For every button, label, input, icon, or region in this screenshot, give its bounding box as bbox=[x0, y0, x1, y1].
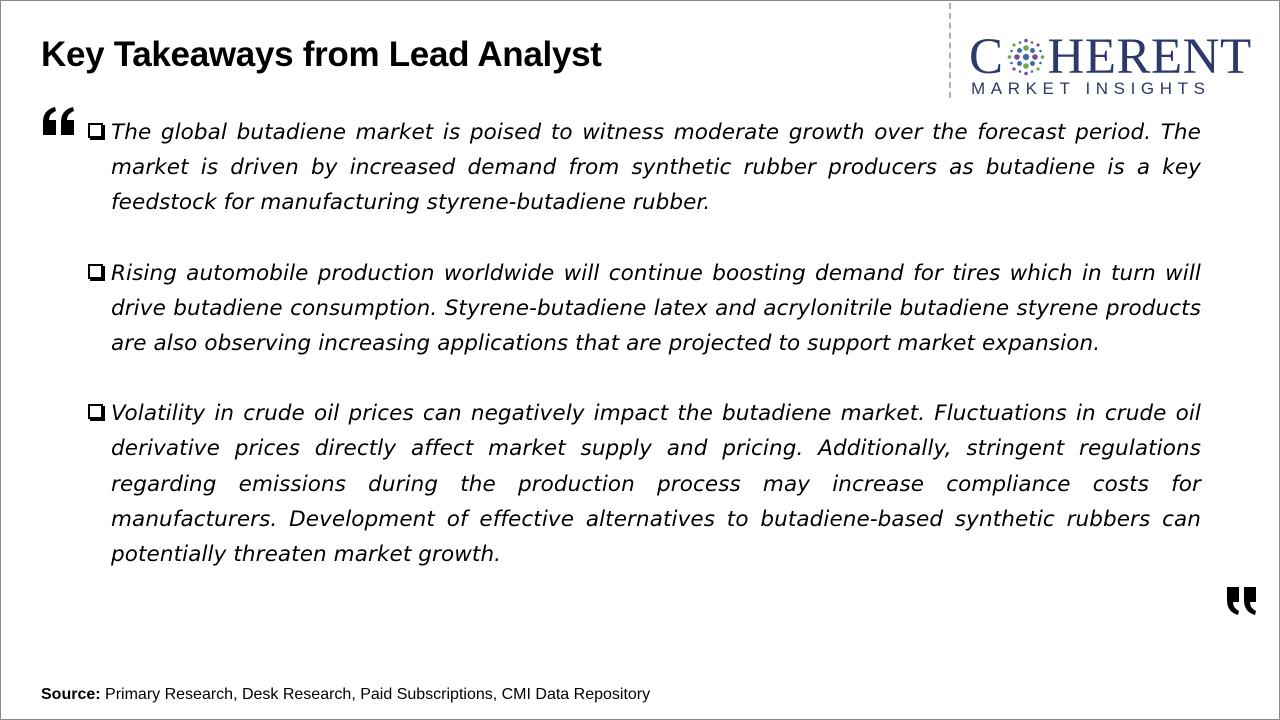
company-logo bbox=[969, 31, 1264, 101]
logo-subtitle: MARKET INSIGHTS bbox=[971, 79, 1211, 98]
globe-icon bbox=[1005, 36, 1047, 78]
takeaway-item bbox=[87, 256, 1201, 362]
close-quote-icon bbox=[1225, 585, 1259, 617]
page-title: Key Takeaways from Lead Analyst bbox=[41, 35, 602, 74]
source-note bbox=[41, 686, 650, 704]
checkbox-square-icon bbox=[88, 404, 103, 419]
takeaway-item bbox=[87, 115, 1201, 221]
logo-word-right: HERENT bbox=[1047, 29, 1252, 85]
takeaway-text: Rising automobile production worldwide will continue boosting demand for tires which in turn will drive butadiene consumption. Styrene-butadiene latex and acrylonitrile butadiene styrene products are also observing increasing applications that are projected to support market expansion. bbox=[111, 260, 1201, 357]
takeaway-text: Volatility in crude oil prices can negatively impact the butadiene market. Fluctuations in crude oil derivative prices directly affect market supply and pricing. Additionally, stringent regulations regarding emissions during the production process may increase compliance costs for manufacturers. Development of effective alternatives to butadiene-based synthetic rubbers can potentially threaten market growth. bbox=[111, 401, 1201, 568]
open-quote-icon bbox=[41, 105, 77, 137]
source-text: Primary Research, Desk Research, Paid Subscriptions, CMI Data Repository bbox=[105, 686, 651, 703]
header-divider bbox=[949, 3, 951, 98]
logo-word-left: C bbox=[969, 29, 1004, 85]
takeaways-list bbox=[87, 115, 1201, 607]
takeaway-text: The global butadiene market is poised to witness moderate growth over the forecast period. The market is driven by increased demand from synthetic rubber producers as butadiene is a key feedstock for manufacturing styrene-butadiene rubber. bbox=[111, 120, 1201, 216]
source-label: Source: bbox=[41, 686, 101, 703]
checkbox-square-icon bbox=[88, 264, 103, 279]
checkbox-square-icon bbox=[88, 123, 103, 138]
takeaway-item bbox=[87, 396, 1201, 572]
logo-wordmark bbox=[969, 31, 1252, 83]
